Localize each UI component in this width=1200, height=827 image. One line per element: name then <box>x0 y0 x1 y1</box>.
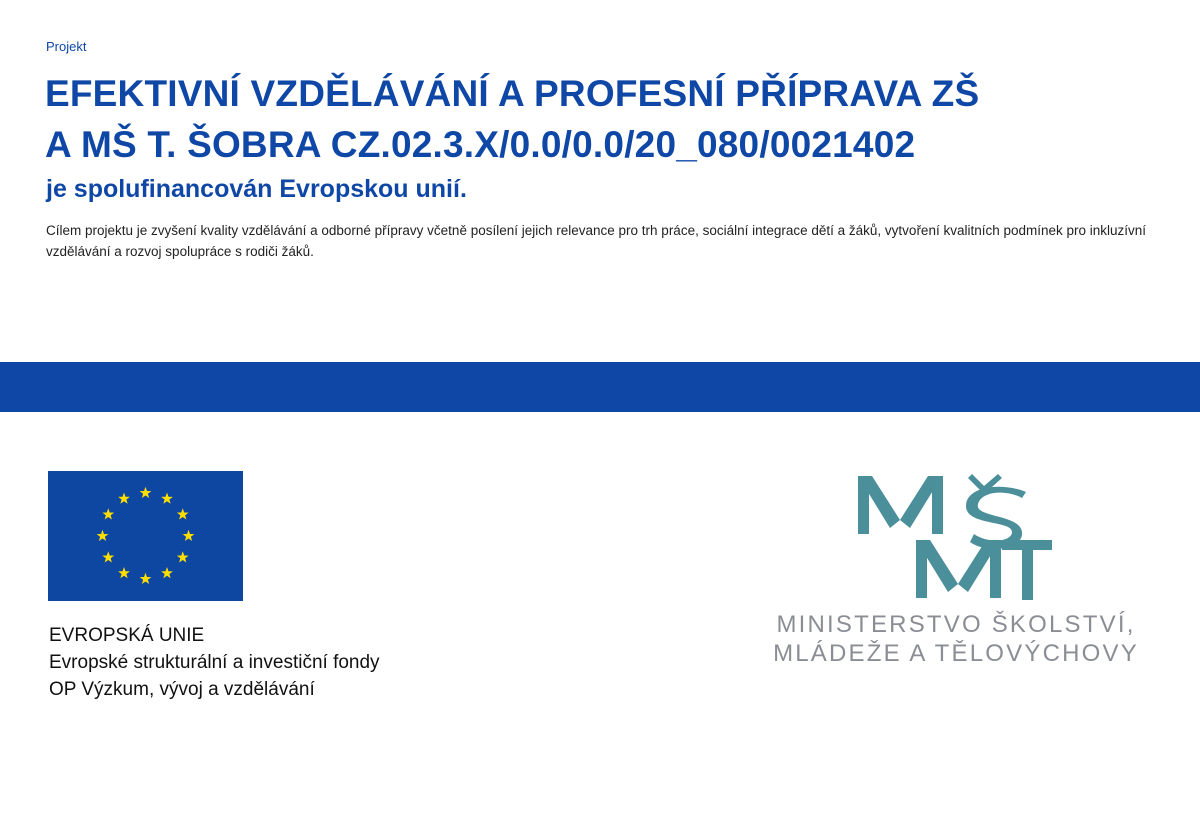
project-description: Cílem projektu je zvyšení kvality vzdělávání a odborné přípravy včetně posílení jejich relevance pro trh práce, sociální integrace dětí a žáků, vytvoření kvalitních podmínek pro inkluzívní vzdělávání a rozvoj spolupráce s rodiči žáků. <box>46 223 1147 259</box>
msmt-name-line-2: MLÁDEŽE A TĚLOVÝCHOVY <box>773 640 1139 667</box>
blue-band <box>0 362 1200 412</box>
cofinancing-subtitle: je spolufinancován Evropskou unií. <box>46 175 467 203</box>
msmt-name-line-1: MINISTERSTVO ŠKOLSTVÍ, <box>776 611 1136 638</box>
project-title-line-2: A MŠ T. ŠOBRA CZ.02.3.X/0.0/0.0/20_080/0021402 <box>45 124 916 165</box>
eu-programme: OP Výzkum, vývoj a vzdělávání <box>49 679 315 700</box>
eu-text-block <box>49 622 380 703</box>
project-kicker: Projekt <box>46 39 87 54</box>
msmt-logo-icon <box>852 468 1057 604</box>
msmt-text-block <box>756 610 1156 668</box>
eu-funds: Evropské strukturální a investiční fondy <box>49 652 380 673</box>
project-title <box>45 68 979 170</box>
eu-name: EVROPSKÁ UNIE <box>49 625 205 646</box>
eu-flag-icon <box>48 471 243 601</box>
project-title-line-1: EFEKTIVNÍ VZDĚLÁVÁNÍ A PROFESNÍ PŘÍPRAVA ZŠ <box>45 73 980 114</box>
